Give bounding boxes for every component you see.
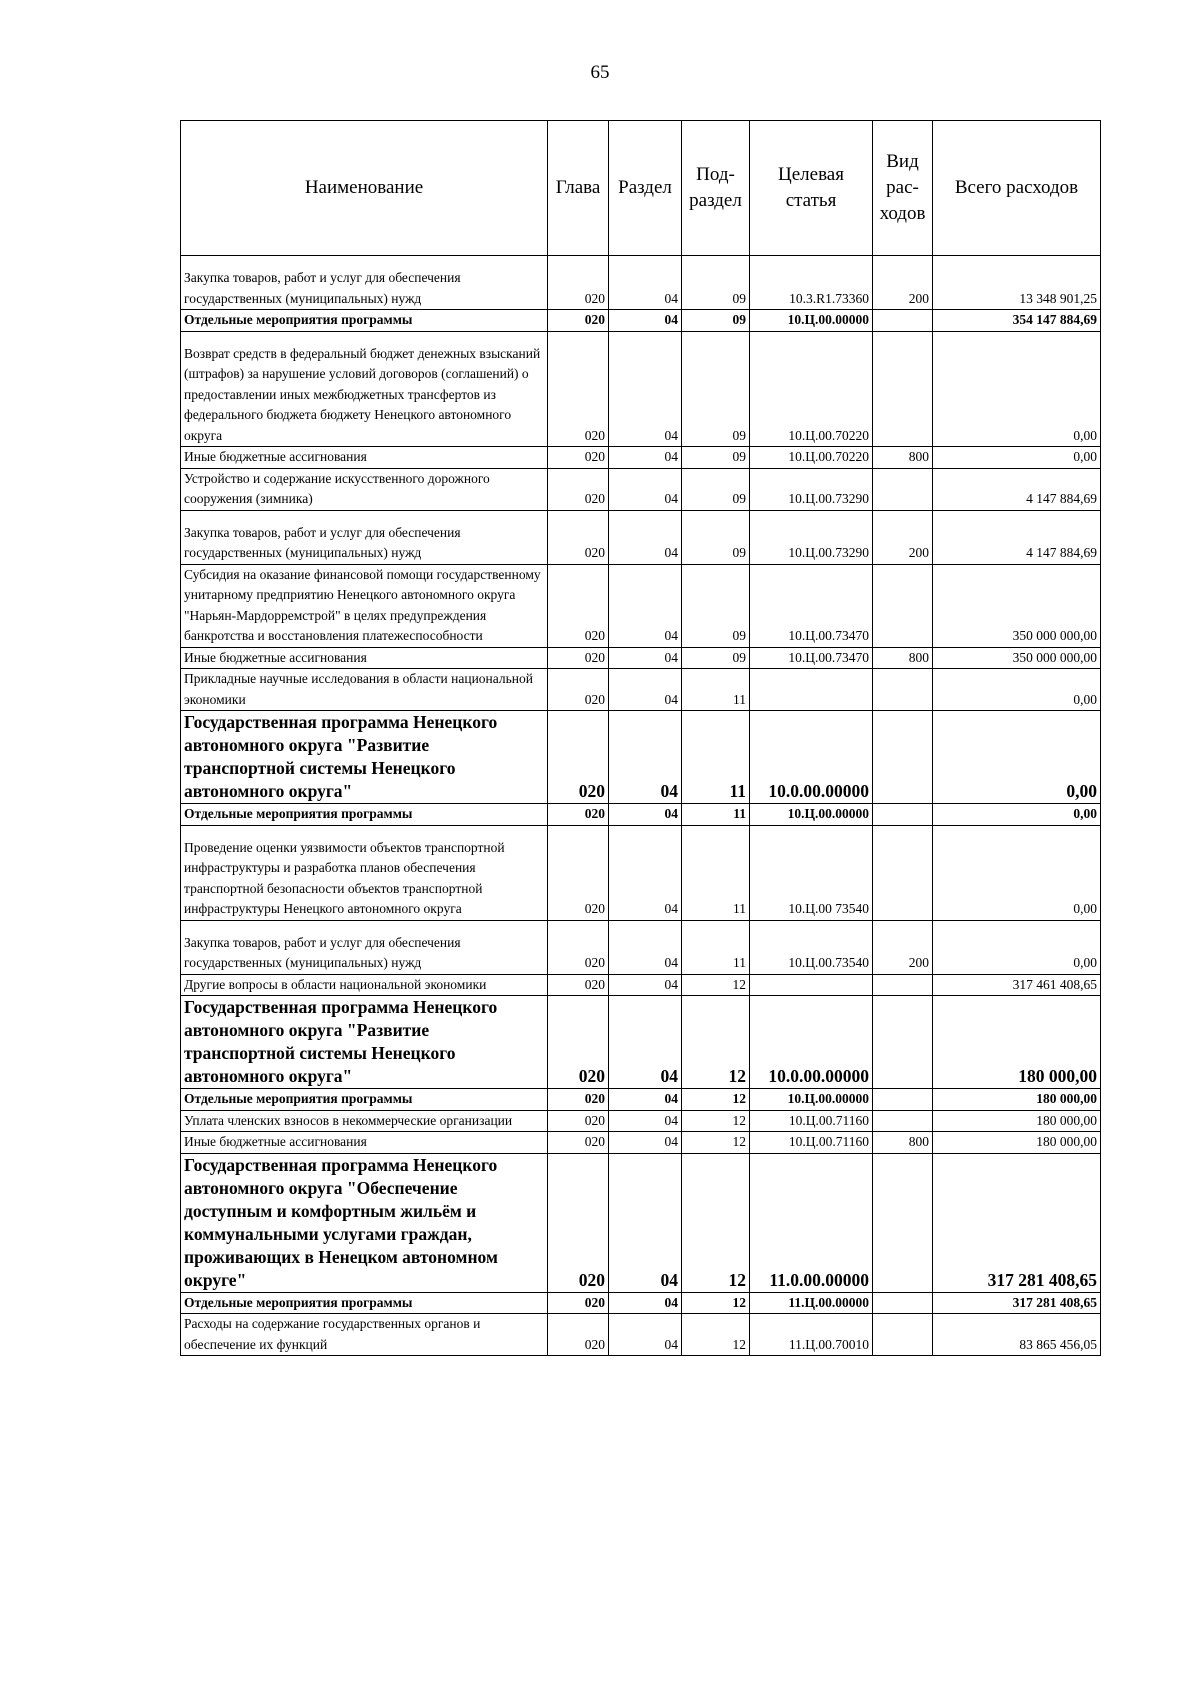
- row-razdel: 04: [609, 647, 682, 669]
- row-razdel: 04: [609, 447, 682, 469]
- row-celevaya: 11.Ц.00.00000: [750, 1292, 873, 1314]
- row-name: Государственная программа Ненецкого автономного округа "Развитие транспортной системы Ненецкого автономного округа": [181, 996, 548, 1089]
- row-podrazdel: 09: [682, 647, 750, 669]
- row-vid: 200: [873, 920, 933, 974]
- row-podrazdel: 11: [682, 804, 750, 826]
- row-razdel: 04: [609, 1089, 682, 1111]
- row-vid: [873, 1089, 933, 1111]
- row-glava: 020: [548, 974, 609, 996]
- row-podrazdel: 11: [682, 825, 750, 920]
- row-podrazdel: 09: [682, 510, 750, 564]
- table-row: [181, 1132, 1101, 1154]
- row-razdel: 04: [609, 1314, 682, 1356]
- row-vsego: 350 000 000,00: [933, 564, 1101, 647]
- table-row: [181, 1089, 1101, 1111]
- table-row: [181, 974, 1101, 996]
- row-razdel: 04: [609, 468, 682, 510]
- row-podrazdel: 09: [682, 468, 750, 510]
- row-celevaya: [750, 974, 873, 996]
- row-name: Отдельные мероприятия программы: [181, 804, 548, 826]
- row-glava: 020: [548, 1292, 609, 1314]
- row-glava: 020: [548, 804, 609, 826]
- row-vid: [873, 1110, 933, 1132]
- row-celevaya: 10.Ц.00.71160: [750, 1110, 873, 1132]
- row-razdel: 04: [609, 974, 682, 996]
- row-vsego: 317 461 408,65: [933, 974, 1101, 996]
- row-celevaya: 10.Ц.00.73540: [750, 920, 873, 974]
- row-celevaya: 10.Ц.00.00000: [750, 310, 873, 332]
- row-glava: 020: [548, 510, 609, 564]
- row-name: Закупка товаров, работ и услуг для обеспечения государственных (муниципальных) нужд: [181, 256, 548, 310]
- row-vsego: 180 000,00: [933, 996, 1101, 1089]
- row-vid: [873, 711, 933, 804]
- row-podrazdel: 11: [682, 920, 750, 974]
- page-number: 65: [590, 62, 610, 83]
- row-name: Уплата членских взносов в некоммерческие организации: [181, 1110, 548, 1132]
- row-vid: [873, 804, 933, 826]
- header-vid: Вид рас- ходов: [873, 121, 933, 256]
- budget-table: [180, 120, 1101, 1356]
- row-podrazdel: 12: [682, 1089, 750, 1111]
- table-row: [181, 1292, 1101, 1314]
- row-razdel: 04: [609, 256, 682, 310]
- table-row: [181, 564, 1101, 647]
- row-vid: [873, 1314, 933, 1356]
- header-podrazdel: Под- раздел: [682, 121, 750, 256]
- row-razdel: 04: [609, 1292, 682, 1314]
- header-name: Наименование: [181, 121, 548, 256]
- table-row: [181, 804, 1101, 826]
- table-row: [181, 1110, 1101, 1132]
- row-vid: [873, 996, 933, 1089]
- row-name: Отдельные мероприятия программы: [181, 310, 548, 332]
- row-vsego: 317 281 408,65: [933, 1292, 1101, 1314]
- row-vsego: 0,00: [933, 447, 1101, 469]
- row-glava: 020: [548, 468, 609, 510]
- row-vid: 800: [873, 647, 933, 669]
- row-vid: [873, 974, 933, 996]
- row-podrazdel: 12: [682, 974, 750, 996]
- row-vsego: 350 000 000,00: [933, 647, 1101, 669]
- table-row: [181, 468, 1101, 510]
- row-celevaya: 11.0.00.00000: [750, 1153, 873, 1292]
- row-name: Иные бюджетные ассигнования: [181, 647, 548, 669]
- row-name: Отдельные мероприятия программы: [181, 1089, 548, 1111]
- header-celevaya: Целевая статья: [750, 121, 873, 256]
- row-vsego: 180 000,00: [933, 1110, 1101, 1132]
- row-razdel: 04: [609, 711, 682, 804]
- row-vid: 200: [873, 256, 933, 310]
- row-razdel: 04: [609, 996, 682, 1089]
- row-name: Закупка товаров, работ и услуг для обеспечения государственных (муниципальных) нужд: [181, 920, 548, 974]
- header-razdel: Раздел: [609, 121, 682, 256]
- row-glava: 020: [548, 1314, 609, 1356]
- row-razdel: 04: [609, 1110, 682, 1132]
- row-name: Другие вопросы в области национальной экономики: [181, 974, 548, 996]
- row-glava: 020: [548, 310, 609, 332]
- row-podrazdel: 12: [682, 1153, 750, 1292]
- row-name: Субсидия на оказание финансовой помощи государственному унитарному предприятию Ненецкого автономного округа "Нарьян-Мардорремстрой" в целях предупреждения банкротства и восстановления платежеспособности: [181, 564, 548, 647]
- row-podrazdel: 09: [682, 256, 750, 310]
- row-celevaya: 10.Ц.00.73470: [750, 564, 873, 647]
- row-vsego: 0,00: [933, 804, 1101, 826]
- row-vid: [873, 331, 933, 447]
- row-glava: 020: [548, 1110, 609, 1132]
- row-podrazdel: 11: [682, 669, 750, 711]
- row-razdel: 04: [609, 1153, 682, 1292]
- row-podrazdel: 09: [682, 564, 750, 647]
- row-razdel: 04: [609, 510, 682, 564]
- row-vid: [873, 468, 933, 510]
- row-vsego: 4 147 884,69: [933, 468, 1101, 510]
- row-vsego: 354 147 884,69: [933, 310, 1101, 332]
- row-razdel: 04: [609, 310, 682, 332]
- row-celevaya: 10.Ц.00.71160: [750, 1132, 873, 1154]
- row-podrazdel: 09: [682, 310, 750, 332]
- row-podrazdel: 09: [682, 331, 750, 447]
- row-celevaya: 10.Ц.00 73540: [750, 825, 873, 920]
- row-vsego: 180 000,00: [933, 1132, 1101, 1154]
- row-glava: 020: [548, 1132, 609, 1154]
- row-celevaya: 10.3.R1.73360: [750, 256, 873, 310]
- row-vsego: 180 000,00: [933, 1089, 1101, 1111]
- row-celevaya: 10.Ц.00.70220: [750, 331, 873, 447]
- header-vsego: Всего расходов: [933, 121, 1101, 256]
- table-row: [181, 256, 1101, 310]
- table-row: [181, 510, 1101, 564]
- row-podrazdel: 09: [682, 447, 750, 469]
- row-name: Проведение оценки уязвимости объектов транспортной инфраструктуры и разработка планов обеспечения транспортной безопасности объектов транспортной инфраструктуры Ненецкого автономного округа: [181, 825, 548, 920]
- row-glava: 020: [548, 1153, 609, 1292]
- table-row: [181, 331, 1101, 447]
- row-name: Закупка товаров, работ и услуг для обеспечения государственных (муниципальных) нужд: [181, 510, 548, 564]
- table-row: [181, 447, 1101, 469]
- row-podrazdel: 12: [682, 1314, 750, 1356]
- row-vsego: 4 147 884,69: [933, 510, 1101, 564]
- row-glava: 020: [548, 669, 609, 711]
- row-name: Отдельные мероприятия программы: [181, 1292, 548, 1314]
- row-celevaya: 10.Ц.00.00000: [750, 1089, 873, 1111]
- row-glava: 020: [548, 331, 609, 447]
- row-vid: 800: [873, 1132, 933, 1154]
- row-razdel: 04: [609, 1132, 682, 1154]
- table-row: [181, 996, 1101, 1089]
- row-glava: 020: [548, 996, 609, 1089]
- row-vsego: 0,00: [933, 331, 1101, 447]
- row-name: Государственная программа Ненецкого автономного округа "Развитие транспортной системы Ненецкого автономного округа": [181, 711, 548, 804]
- row-celevaya: 11.Ц.00.70010: [750, 1314, 873, 1356]
- row-razdel: 04: [609, 564, 682, 647]
- row-vsego: 317 281 408,65: [933, 1153, 1101, 1292]
- row-celevaya: 10.Ц.00.73290: [750, 468, 873, 510]
- row-glava: 020: [548, 711, 609, 804]
- row-vid: [873, 1153, 933, 1292]
- row-celevaya: [750, 669, 873, 711]
- table-row: [181, 1153, 1101, 1292]
- row-podrazdel: 12: [682, 996, 750, 1089]
- row-glava: 020: [548, 564, 609, 647]
- row-vid: [873, 1292, 933, 1314]
- row-vsego: 0,00: [933, 825, 1101, 920]
- row-glava: 020: [548, 647, 609, 669]
- row-name: Прикладные научные исследования в области национальной экономики: [181, 669, 548, 711]
- row-name: Иные бюджетные ассигнования: [181, 447, 548, 469]
- row-glava: 020: [548, 447, 609, 469]
- row-razdel: 04: [609, 825, 682, 920]
- table-row: [181, 1314, 1101, 1356]
- row-vsego: 13 348 901,25: [933, 256, 1101, 310]
- row-celevaya: 10.Ц.00.73470: [750, 647, 873, 669]
- header-glava: Глава: [548, 121, 609, 256]
- row-celevaya: 10.Ц.00.70220: [750, 447, 873, 469]
- table-row: [181, 711, 1101, 804]
- row-podrazdel: 12: [682, 1110, 750, 1132]
- table-body: [181, 256, 1101, 1356]
- row-podrazdel: 12: [682, 1132, 750, 1154]
- row-name: Иные бюджетные ассигнования: [181, 1132, 548, 1154]
- row-glava: 020: [548, 256, 609, 310]
- row-vid: [873, 310, 933, 332]
- table-row: [181, 310, 1101, 332]
- row-podrazdel: 11: [682, 711, 750, 804]
- row-glava: 020: [548, 920, 609, 974]
- row-vsego: 83 865 456,05: [933, 1314, 1101, 1356]
- row-vsego: 0,00: [933, 711, 1101, 804]
- row-vid: [873, 669, 933, 711]
- row-razdel: 04: [609, 804, 682, 826]
- row-celevaya: 10.0.00.00000: [750, 711, 873, 804]
- row-vid: [873, 564, 933, 647]
- table-row: [181, 825, 1101, 920]
- table-row: [181, 920, 1101, 974]
- row-vid: 800: [873, 447, 933, 469]
- row-razdel: 04: [609, 669, 682, 711]
- row-celevaya: 10.Ц.00.00000: [750, 804, 873, 826]
- row-celevaya: 10.0.00.00000: [750, 996, 873, 1089]
- row-glava: 020: [548, 825, 609, 920]
- row-name: Государственная программа Ненецкого автономного округа "Обеспечение доступным и комфортным жильём и коммунальными услугами граждан, проживающих в Ненецком автономном округе": [181, 1153, 548, 1292]
- row-name: Возврат средств в федеральный бюджет денежных взысканий (штрафов) за нарушение условий договоров (соглашений) о предоставлении иных межбюджетных трансфертов из федерального бюджета бюджету Ненецкого автономного округа: [181, 331, 548, 447]
- table-row: [181, 669, 1101, 711]
- table-header-row: [181, 121, 1101, 256]
- row-vsego: 0,00: [933, 669, 1101, 711]
- row-celevaya: 10.Ц.00.73290: [750, 510, 873, 564]
- row-name: Расходы на содержание государственных органов и обеспечение их функций: [181, 1314, 548, 1356]
- row-vid: [873, 825, 933, 920]
- row-vid: 200: [873, 510, 933, 564]
- row-name: Устройство и содержание искусственного дорожного сооружения (зимника): [181, 468, 548, 510]
- row-vsego: 0,00: [933, 920, 1101, 974]
- row-razdel: 04: [609, 920, 682, 974]
- row-glava: 020: [548, 1089, 609, 1111]
- table-row: [181, 647, 1101, 669]
- row-razdel: 04: [609, 331, 682, 447]
- row-podrazdel: 12: [682, 1292, 750, 1314]
